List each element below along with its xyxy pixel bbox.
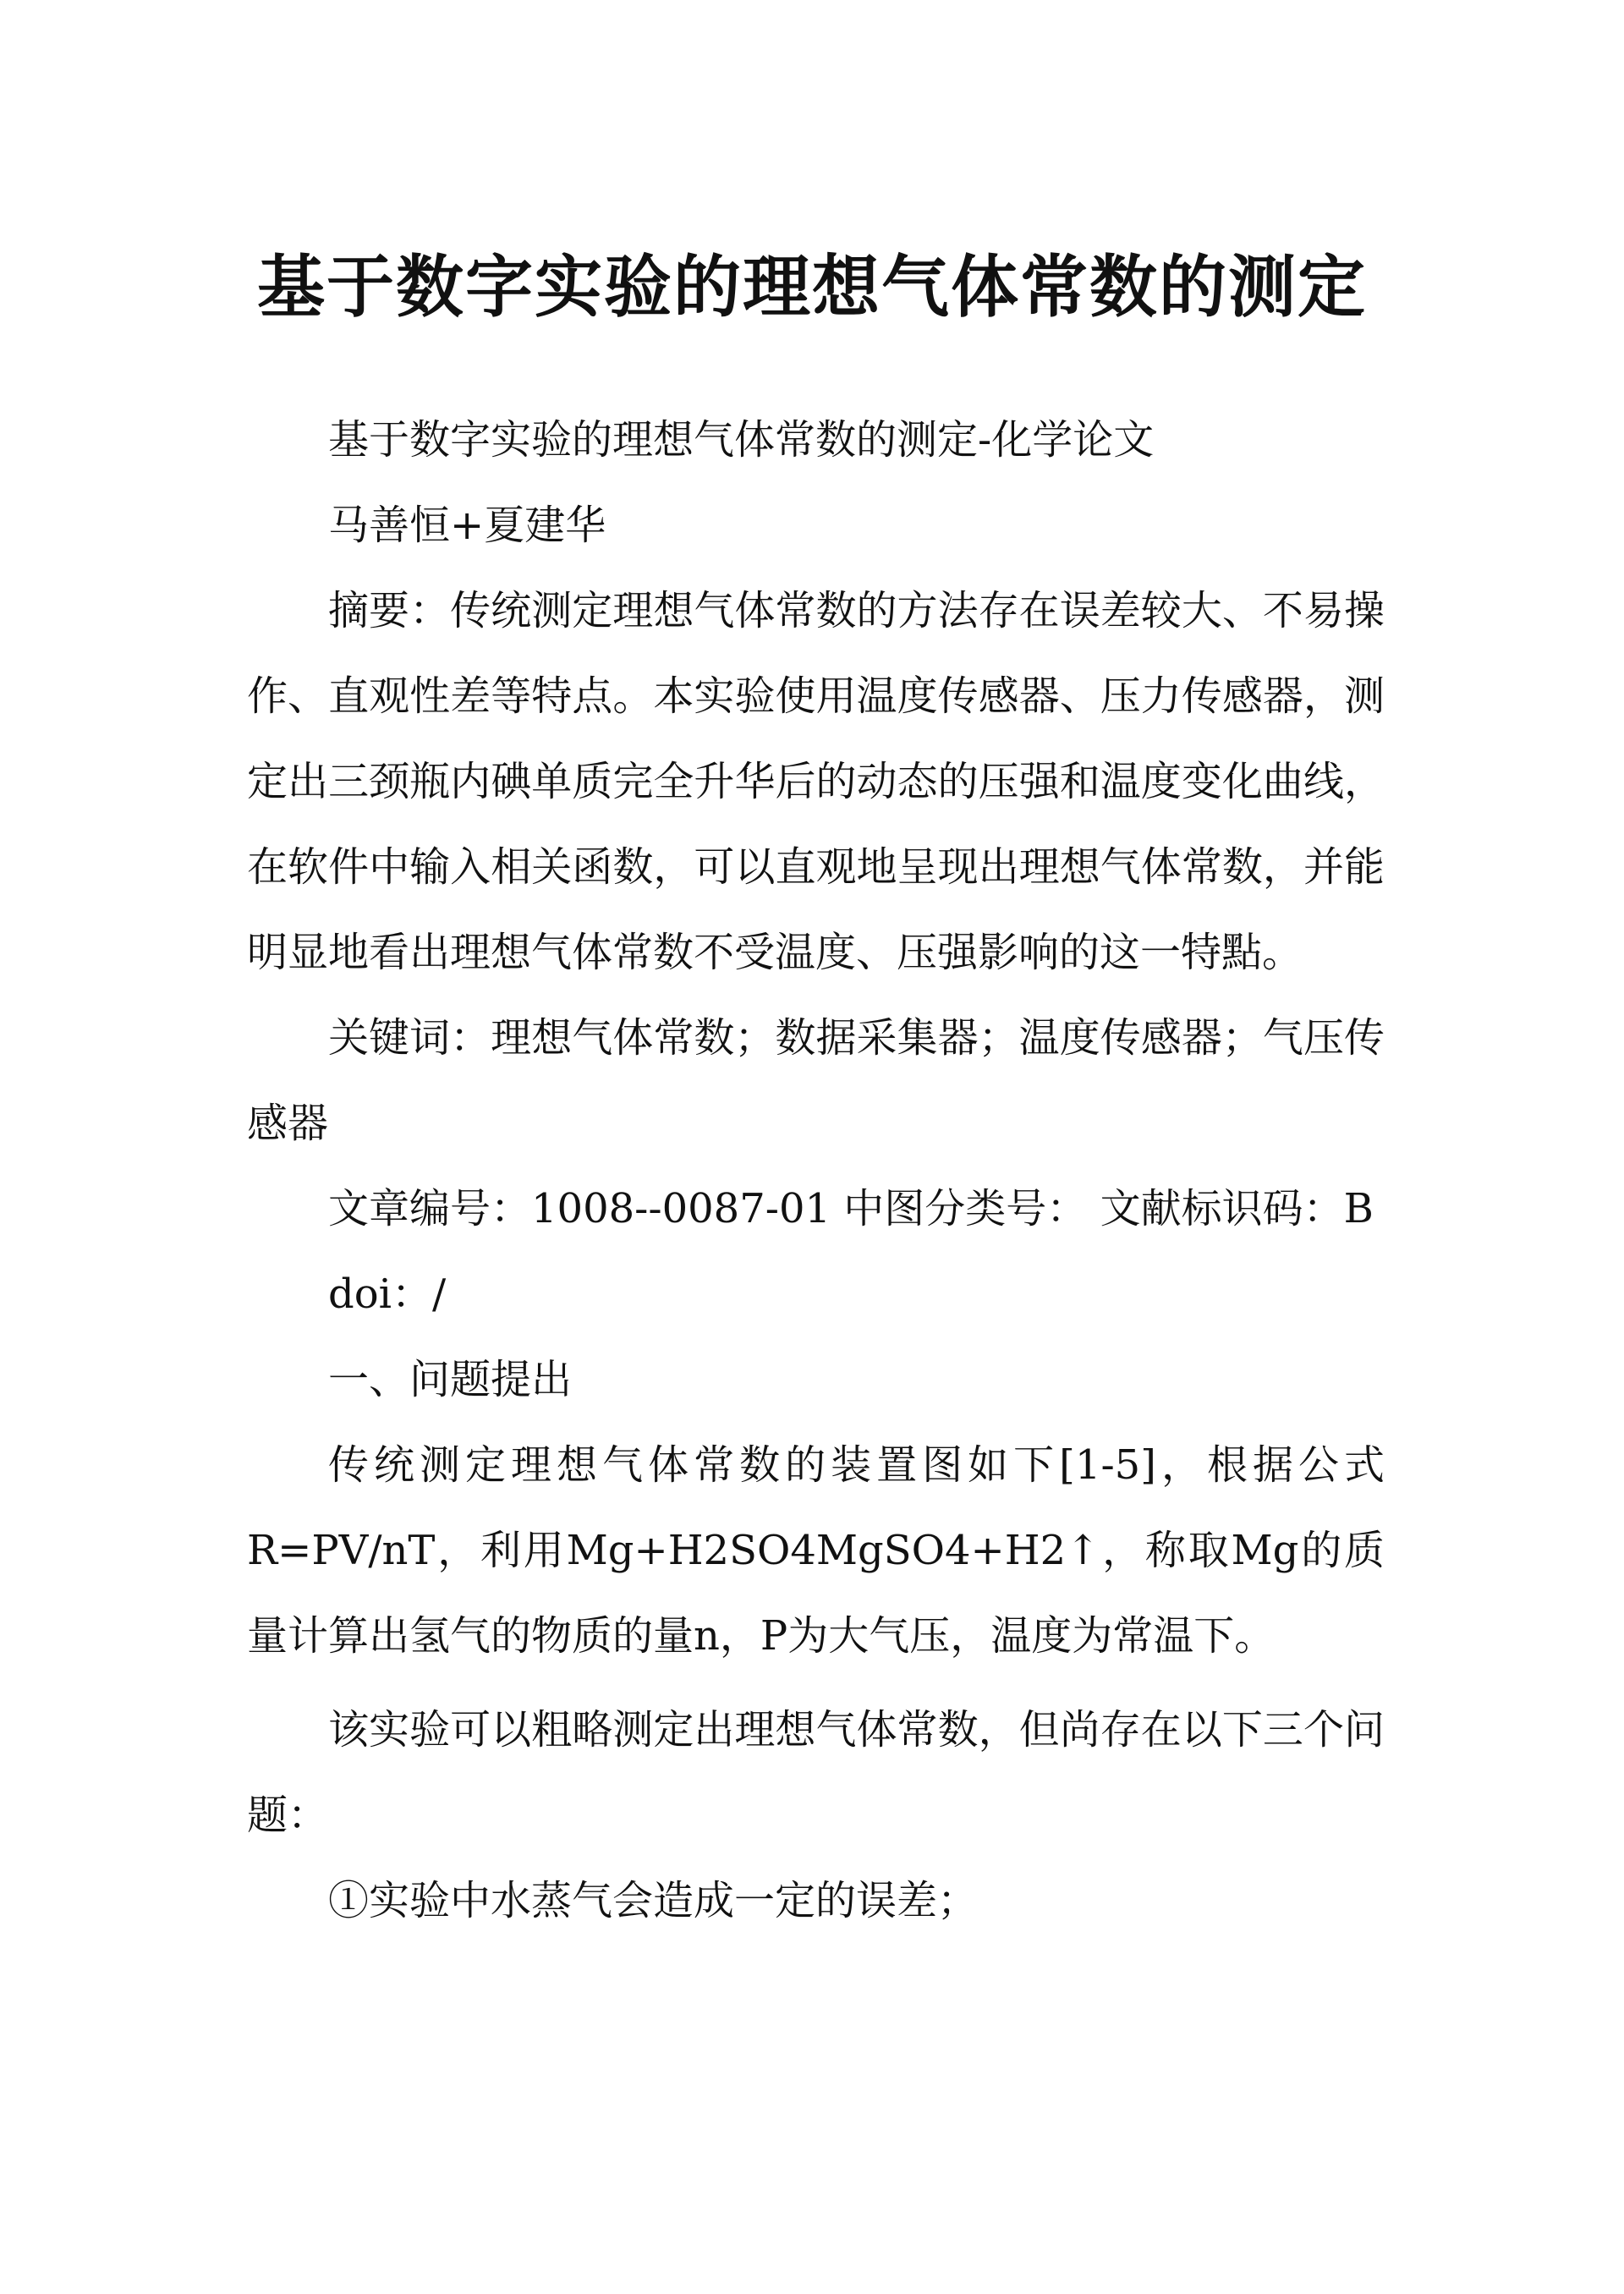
doi-paragraph: doi：/ xyxy=(328,1270,447,1318)
body-paragraph: 传统测定理想气体常数的装置图如下[1-5]，根据公式R=PV/nT，利用Mg+H2SO4MgSO4+H2↑，称取Mg的质量计算出氢气的物质的量n，P为大气压，温度为常温下。 xyxy=(247,1441,1385,1660)
abstract-paragraph: 摘要：传统测定理想气体常数的方法存在误差较大、不易操作、直观性差等特点。本实验使用温度传感器、压力传感器，测定出三颈瓶内碘单质完全升华后的动态的压强和温度变化曲线，在软件中输入相关函数，可以直观地呈现出理想气体常数，并能明显地看出理想气体常数不受温度、压强影响的这一特點。 xyxy=(247,587,1385,976)
keywords-paragraph: 关键词：理想气体常数；数据采集器；温度传感器；气压传感器 xyxy=(247,1014,1385,1147)
body-paragraph: 该实验可以粗略测定出理想气体常数，但尚存在以下三个问题： xyxy=(247,1706,1385,1839)
paper-heading: 基于数字实验的理想气体常数的测定-化学论文 xyxy=(328,416,1155,464)
authors: 马善恒+夏建华 xyxy=(328,502,606,549)
list-item: ①实验中水蒸气会造成一定的误差； xyxy=(328,1877,979,1924)
section-heading: 一、问题提出 xyxy=(328,1356,573,1403)
article-info-paragraph: 文章编号：1008--0087-01 中图分类号： 文献标识码：B xyxy=(328,1185,1374,1232)
document-body xyxy=(247,398,1385,1944)
document-title: 基于数字实验的理想气体常数的测定 xyxy=(257,246,1367,327)
